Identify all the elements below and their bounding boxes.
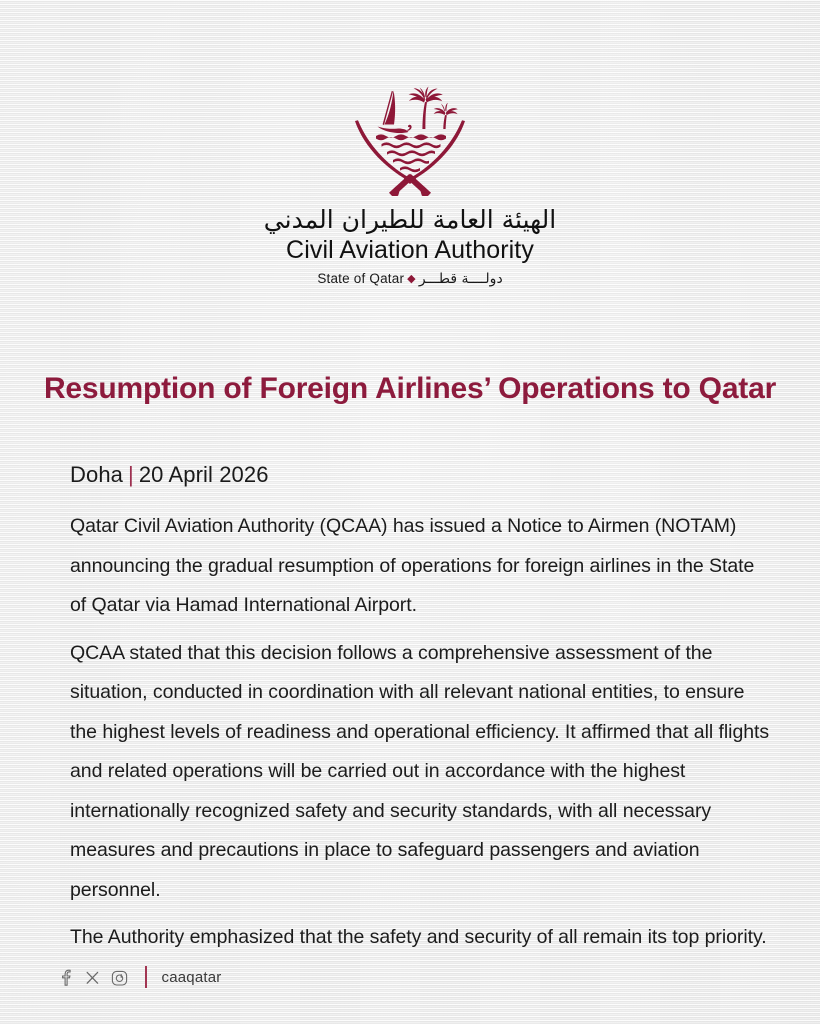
dateline-city: Doha [70,462,123,487]
dateline [70,462,770,488]
qatar-state-emblem-icon [344,72,476,196]
social-handle: caaqatar [161,968,222,986]
paragraph-2: QCAA stated that this decision follows a comprehensive assessment of the situation, conducted in coordination with all relevant national entities, to ensure the highest levels of readiness and operational efficiency. It affirmed that all flights and related operations will be carried out in accordance with the highest internationally recognized safety and security standards, with all necessary measures and precautions in place to safeguard passengers and aviation personnel. [70,641,770,901]
x-twitter-icon[interactable] [84,968,101,987]
instagram-icon[interactable] [110,968,129,987]
facebook-icon[interactable] [58,968,75,987]
page-title: Resumption of Foreign Airlines’ Operations to Qatar [43,372,777,406]
dateline-separator: | [128,462,134,487]
paragraph-3: The Authority emphasized that the safety and security of all remain its top priority. [70,926,767,948]
logo-state-separator-icon: ◆ [407,272,416,285]
logo-english-name: Civil Aviation Authority [286,235,534,264]
dateline-date: 20 April 2026 [138,462,269,487]
logo-state-arabic: دولــــة قطـــر [418,270,503,287]
logo-arabic-name: الهيئة العامة للطيران المدني [263,205,557,234]
footer-divider [145,966,147,988]
social-links [58,968,129,987]
logo-state-english: State of Qatar [317,270,405,286]
authority-logo-block [0,72,820,287]
logo-state-line [0,271,820,287]
paragraph-1: Qatar Civil Aviation Authority (QCAA) has issued a Notice to Airmen (NOTAM) announcing the gradual resumption of operations for foreign airlines in the State of Qatar via Hamad International Airport. [70,515,755,616]
footer [58,966,221,988]
press-release-body [70,462,770,958]
